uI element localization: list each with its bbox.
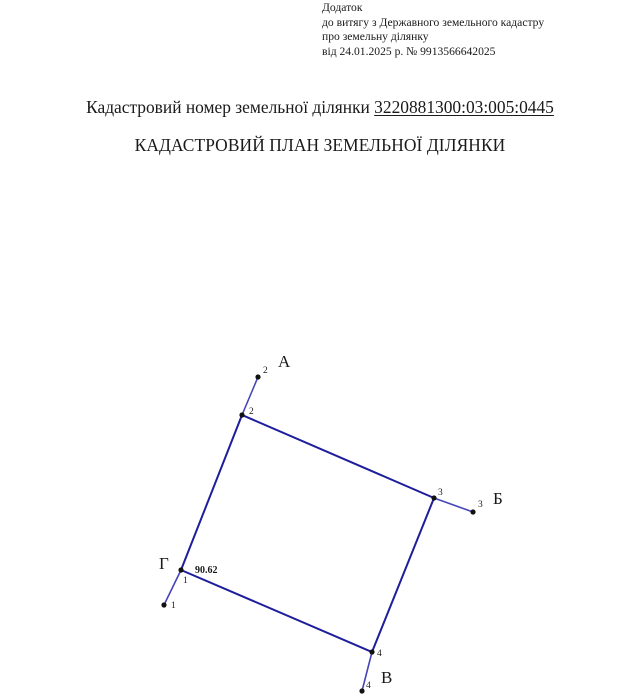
neighbor-label-b: Б — [493, 489, 503, 508]
vertex-4-label: 4 — [377, 649, 382, 659]
dimension-label: 90.62 — [195, 565, 218, 576]
outer-point-1-marker — [161, 602, 166, 607]
outer-point-3-marker — [470, 509, 475, 514]
cadastral-number: 3220881300:03:005:0445 — [374, 97, 554, 117]
vertex-2-label: 2 — [249, 407, 254, 417]
neighbor-label-g: Г — [159, 554, 169, 573]
plan-title: КАДАСТРОВИЙ ПЛАН ЗЕМЕЛЬНОЇ ДІЛЯНКИ — [134, 135, 506, 155]
parcel-boundary — [181, 415, 434, 652]
outer-point-2-label: 2 — [263, 366, 268, 376]
vertex-1-label: 1 — [183, 576, 188, 586]
vertex-3-label: 3 — [438, 488, 443, 498]
outer-point-2-marker — [255, 374, 260, 379]
vertex-3-marker — [431, 495, 436, 500]
appendix-line-2: до витягу з Державного земельного кадастру — [322, 15, 545, 29]
neighbor-label-a: А — [278, 352, 291, 371]
vertex-1-marker — [178, 567, 183, 572]
extension-line-1 — [164, 570, 181, 605]
vertex-2-marker — [239, 412, 244, 417]
vertex-4-marker — [369, 649, 374, 654]
appendix-line-3: про земельну ділянку — [322, 30, 429, 44]
appendix-line-4: від 24.01.2025 р. № 9913566642025 — [322, 44, 496, 58]
cadastral-number-label: Кадастровий номер земельної ділянки — [86, 97, 375, 117]
outer-point-4-label: 4 — [366, 681, 371, 691]
vertex-markers — [161, 374, 475, 693]
outer-point-3-label: 3 — [478, 500, 483, 510]
appendix-line-1: Додаток — [322, 1, 363, 14]
extension-lines — [164, 377, 473, 691]
neighbor-label-v: В — [381, 668, 393, 687]
outer-point-1-label: 1 — [171, 601, 176, 611]
extension-line-3 — [434, 498, 473, 512]
outer-point-4-marker — [359, 688, 364, 693]
